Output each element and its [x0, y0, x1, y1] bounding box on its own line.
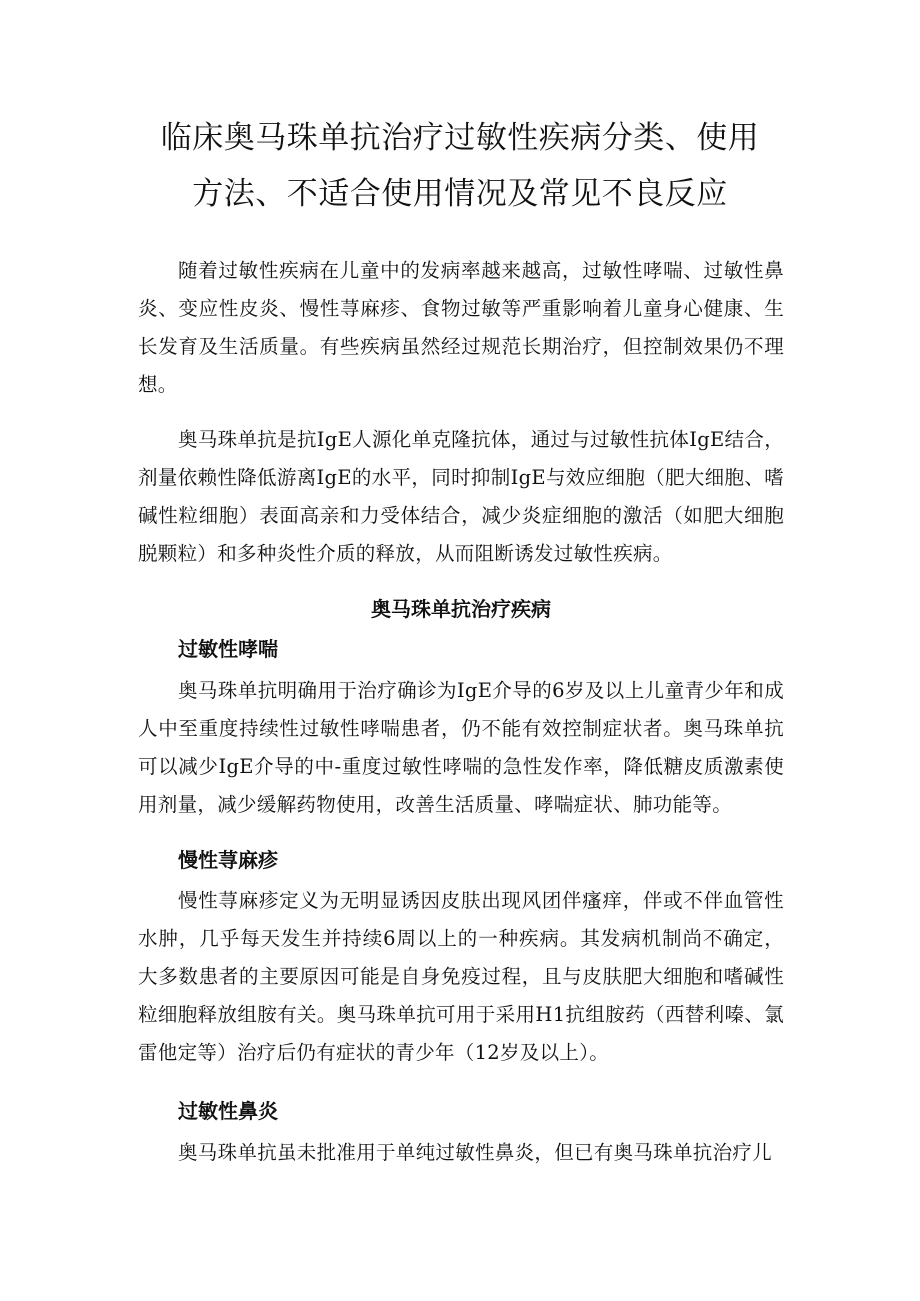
asthma-heading: 过敏性哮喘: [178, 637, 278, 661]
title-line-2: 方法、不适合使用情况及常见不良反应: [192, 176, 728, 212]
urticaria-paragraph: 慢性荨麻疹定义为无明显诱因皮肤出现风团伴瘙痒，伴或不伴血管性水肿，几乎每天发生并持续6周以上的一种疾病。其发病机制尚不确定，大多数患者的主要原因可能是自身免疫过程，且与皮肤肥大细胞和嗜碱性粒细胞释放组胺有关。奥马珠单抗可用于采用H1抗组胺药（西替利嗪、氯雷他定等）治疗后仍有症状的青少年（12岁及以上）。: [138, 889, 784, 1064]
rhinitis-heading: 过敏性鼻炎: [178, 1099, 278, 1123]
section-title: 奥马珠单抗治疗疾病: [371, 597, 551, 621]
urticaria-heading: 慢性荨麻疹: [178, 848, 278, 872]
rhinitis-paragraph: 奥马珠单抗虽未批准用于单纯过敏性鼻炎，但已有奥马珠单抗治疗儿: [178, 1141, 773, 1164]
asthma-paragraph: 奥马珠单抗明确用于治疗确诊为IgE介导的6岁及以上儿童青少年和成人中至重度持续性过敏性哮喘患者，仍不能有效控制症状者。奥马珠单抗可以减少IgE介导的中-重度过敏性哮喘的急性发作率，降低糖皮质激素使用剂量，减少缓解药物使用，改善生活质量、哮喘症状、肺功能等。: [138, 679, 784, 816]
title-line-1: 临床奥马珠单抗治疗过敏性疾病分类、使用: [160, 120, 760, 156]
intro-paragraph-1: 随着过敏性疾病在儿童中的发病率越来越高，过敏性哮喘、过敏性鼻炎、变应性皮炎、慢性荨麻疹、食物过敏等严重影响着儿童身心健康、生长发育及生活质量。有些疾病虽然经过规范长期治疗，但控制效果仍不理想。: [138, 259, 784, 396]
intro-paragraph-2: 奥马珠单抗是抗IgE人源化单克隆抗体，通过与过敏性抗体IgE结合，剂量依赖性降低游离IgE的水平，同时抑制IgE与效应细胞（肥大细胞、嗜碱性粒细胞）表面高亲和力受体结合，减少炎症细胞的激活（如肥大细胞脱颗粒）和多种炎性介质的释放，从而阻断诱发过敏性疾病。: [138, 428, 784, 565]
document-title: [100, 110, 820, 222]
